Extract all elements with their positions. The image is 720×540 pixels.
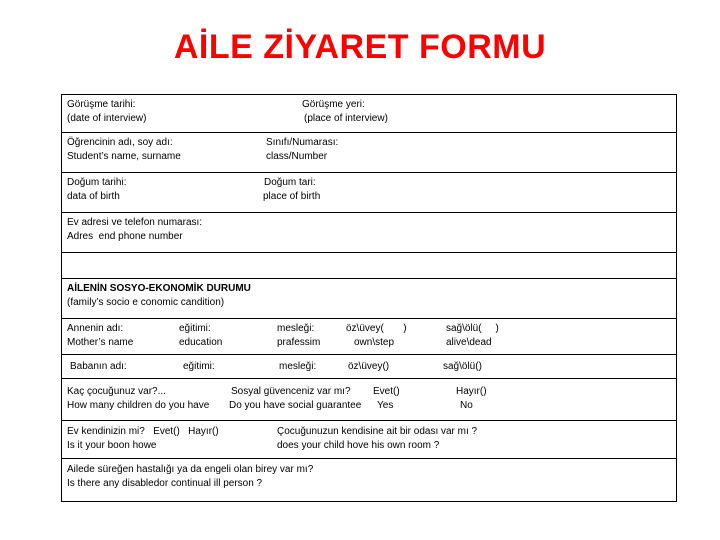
- social-no-label: Hayır(): [456, 386, 487, 397]
- illness-label: Ailede süreğen hastalığı ya da engeli olan birey var mı?: [67, 464, 314, 475]
- social-security-label: Sosyal güvenceniz var mı?: [231, 386, 351, 397]
- mother-job-label: mesleği:: [277, 323, 315, 334]
- interview-row: [62, 95, 676, 133]
- birth-row: [62, 173, 676, 213]
- student-name-label-en: Student’s name, surname: [67, 151, 181, 162]
- student-name-label: Öğrencinin adı, soy adı:: [67, 137, 173, 148]
- interview-place-label: Görüşme yeri:: [302, 99, 365, 110]
- mother-alive-label-en: alive\dead: [446, 337, 492, 348]
- birth-date-label: Doğum tarihi:: [67, 177, 127, 188]
- illness-label-en: Is there any disabledor continual ill person ?: [67, 478, 263, 489]
- family-status-heading: AİLENİN SOSYO-EKONOMİK DURUMU: [67, 283, 251, 294]
- children-count-label: Kaç çocuğunuz var?...: [67, 386, 166, 397]
- mother-education-label-en: education: [179, 337, 223, 348]
- child-room-label: Çocuğunuzun kendisine ait bir odası var mı ?: [277, 426, 478, 437]
- address-row: [62, 213, 676, 253]
- mother-step-label-en: own\step: [354, 337, 395, 348]
- interview-date-label-en: (date of interview): [67, 113, 147, 124]
- father-job-label: mesleği:: [279, 361, 317, 372]
- illness-row: [62, 459, 676, 501]
- interview-date-label: Görüşme tarihi:: [67, 99, 136, 110]
- visit-form-table: [61, 94, 677, 502]
- family-status-row: [62, 279, 676, 319]
- mother-name-label: Annenin adı:: [67, 323, 124, 334]
- mother-alive-label: sağ\ölü( ): [446, 323, 499, 334]
- mother-row: [62, 319, 676, 355]
- social-yes-label: Evet(): [373, 386, 400, 397]
- social-security-label-en: Do you have social guarantee: [229, 400, 362, 411]
- children-count-label-en: How many children do you have: [67, 400, 210, 411]
- children-row: [62, 379, 676, 421]
- social-no-label-en: No: [460, 400, 473, 411]
- house-row: [62, 421, 676, 459]
- birth-date-label-en: data of birth: [67, 191, 120, 202]
- mother-step-label: öz\üvey( ): [346, 323, 407, 334]
- mother-job-label-en: prafessim: [277, 337, 321, 348]
- blank-row: [62, 253, 676, 279]
- father-alive-label: sağ\ölü(): [443, 361, 482, 372]
- address-label: Ev adresi ve telefon numarası:: [67, 217, 203, 228]
- page-title: AİLE ZİYARET FORMU: [173, 28, 547, 66]
- family-status-heading-en: (family’s socio e conomic candition): [67, 297, 225, 308]
- social-yes-label-en: Yes: [377, 400, 394, 411]
- father-row: [62, 355, 676, 379]
- house-own-label-en: Is it your boon howe: [67, 440, 157, 451]
- birth-place-label-en: place of birth: [263, 191, 321, 202]
- mother-name-label-en: Mother’s name: [67, 337, 134, 348]
- house-own-label: Ev kendinizin mi? Evet() Hayır(): [67, 426, 219, 437]
- father-education-label: eğitimi:: [183, 361, 215, 372]
- birth-place-label: Doğum tari:: [264, 177, 316, 188]
- father-name-label: Babanın adı:: [70, 361, 127, 372]
- address-label-en: Adres end phone number: [67, 231, 183, 242]
- father-step-label: öz\üvey(): [348, 361, 390, 372]
- student-class-label: Sınıfı/Numarası:: [266, 137, 339, 148]
- child-room-label-en: does your child hove his own room ?: [277, 440, 440, 451]
- student-class-label-en: class/Number: [266, 151, 328, 162]
- mother-education-label: eğitimi:: [179, 323, 211, 334]
- student-row: [62, 133, 676, 173]
- interview-place-label-en: (place of interview): [304, 113, 388, 124]
